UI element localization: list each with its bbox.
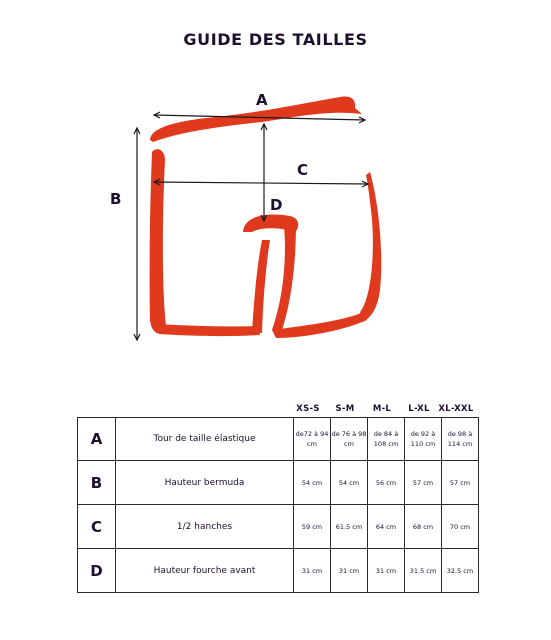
- table-cell: 32.5 cm: [442, 549, 479, 593]
- table-cell: 61.5 cm: [331, 505, 368, 549]
- table-cell: 54 cm: [294, 461, 331, 505]
- table-cell: 59 cm: [294, 505, 331, 549]
- row-letter: C: [78, 505, 116, 549]
- table-cell: de 92 à 110 cm: [405, 418, 442, 461]
- table-cell: 64 cm: [368, 505, 405, 549]
- table-cell: de 76 à 98 cm: [331, 418, 368, 461]
- table-cell: de 98 à 114 cm: [442, 418, 479, 461]
- table-cell: 57 cm: [442, 461, 479, 505]
- table-cell: 70 cm: [442, 505, 479, 549]
- table-row: [78, 549, 479, 593]
- size-header-m-l: M-L: [372, 404, 392, 414]
- label-c: C: [297, 161, 309, 179]
- table-cell: 31.5 cm: [405, 549, 442, 593]
- row-letter: A: [78, 418, 116, 461]
- table-cell: 31 cm: [368, 549, 405, 593]
- row-label: Hauteur fourche avant: [116, 549, 294, 593]
- table-row: [78, 505, 479, 549]
- table-cell: de 84 à 108 cm: [368, 418, 405, 461]
- row-letter: D: [78, 549, 116, 593]
- table-cell: de72 à 94 cm: [294, 418, 331, 461]
- table-cell: 31 cm: [331, 549, 368, 593]
- row-letter: B: [78, 461, 116, 505]
- size-header-s-m: S-M: [335, 404, 355, 414]
- row-label: Hauteur bermuda: [116, 461, 294, 505]
- size-header-xs-s: XS-S: [296, 404, 320, 414]
- label-b: B: [110, 190, 122, 208]
- page-title: GUIDE DES TAILLES: [183, 30, 368, 49]
- table-cell: 54 cm: [331, 461, 368, 505]
- row-label: Tour de taille élastique: [116, 418, 294, 461]
- table-row: [78, 418, 479, 461]
- size-header-l-xl: L-XL: [408, 404, 430, 414]
- table-row: [78, 461, 479, 505]
- label-d: D: [270, 196, 283, 214]
- table-cell: 31 cm: [294, 549, 331, 593]
- measure-line-c: [154, 182, 368, 184]
- size-header-xl-xxl: XL-XXL: [438, 404, 474, 414]
- table-cell: 68 cm: [405, 505, 442, 549]
- size-table: [77, 417, 479, 593]
- row-label: 1/2 hanches: [116, 505, 294, 549]
- table-cell: 56 cm: [368, 461, 405, 505]
- table-cell: 57 cm: [405, 461, 442, 505]
- label-a: A: [256, 91, 268, 109]
